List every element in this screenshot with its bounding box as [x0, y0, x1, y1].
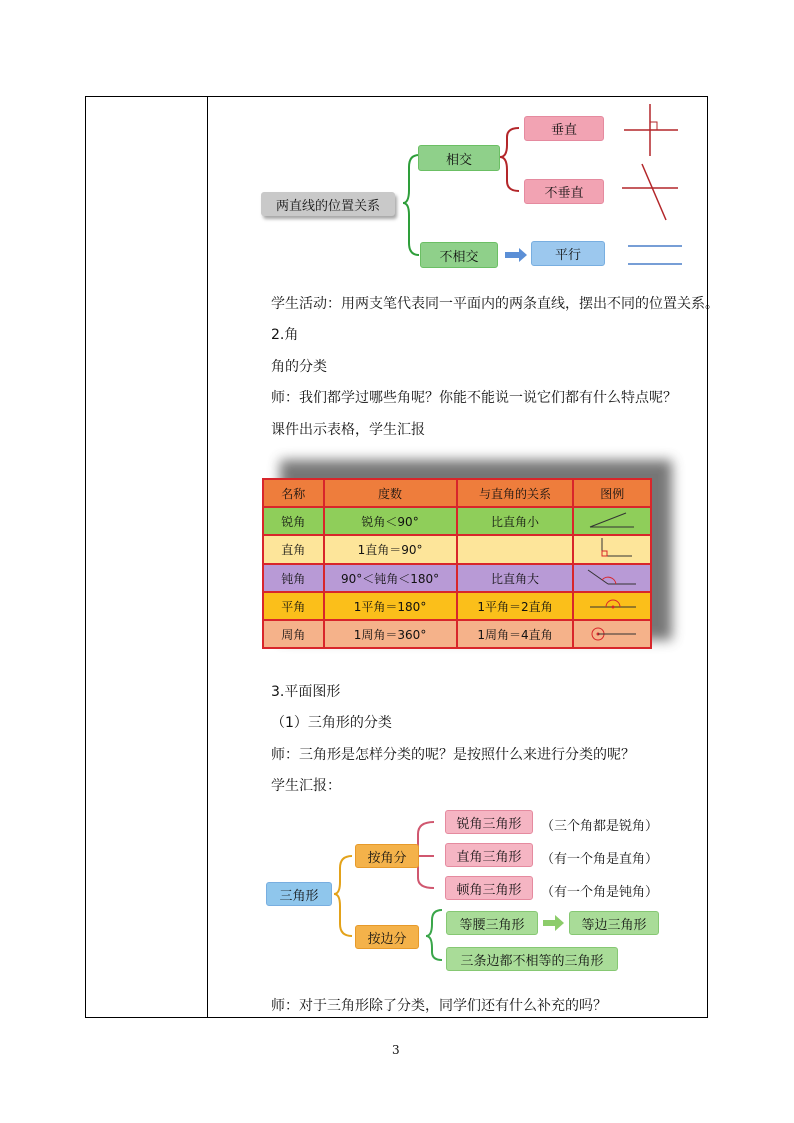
note-obtuse: （有一个角是钝角） [541, 885, 659, 900]
column-divider [207, 96, 208, 1018]
note-right: （有一个角是直角） [541, 852, 659, 867]
cell-degree: 1周角＝360° [324, 620, 457, 648]
cell-name: 直角 [263, 535, 324, 564]
header-relation: 与直角的关系 [457, 479, 574, 507]
cell-name: 钝角 [263, 564, 324, 592]
cell-degree: 1平角＝180° [324, 592, 457, 620]
teacher-question-2: 师：三角形是怎样分类的呢？是按照什么来进行分类的呢？ [271, 747, 635, 763]
teacher-question-1: 师：我们都学过哪些角呢？你能不能说一说它们都有什么特点呢？ [271, 390, 677, 406]
node-perpendicular: 垂直 [524, 116, 604, 141]
triangle-heading: （1）三角形的分类 [271, 715, 392, 731]
student-report-text: 学生汇报： [271, 778, 341, 794]
show-table-text: 课件出示表格，学生汇报 [271, 422, 425, 438]
activity-text: 学生活动：用两支笔代表同一平面内的两条直线，摆出不同的位置关系。 [271, 296, 719, 312]
note-acute: （三个角都是锐角） [541, 819, 659, 834]
angle-table-header [263, 479, 651, 507]
node-root-lines: 两直线的位置关系 [261, 192, 395, 216]
header-figure: 图例 [573, 479, 651, 507]
acute-angle-icon [573, 507, 651, 535]
table-row [263, 592, 651, 620]
table-row [263, 507, 651, 535]
node-acute-triangle: 锐角三角形 [445, 810, 533, 834]
table-row [263, 620, 651, 648]
teacher-question-3: 师：对于三角形除了分类，同学们还有什么补充的吗？ [271, 998, 607, 1014]
angle-heading: 2.角 [271, 327, 299, 343]
node-by-angle: 按角分 [355, 844, 419, 868]
cell-name: 锐角 [263, 507, 324, 535]
full-angle-icon [573, 620, 651, 648]
obtuse-angle-icon [573, 564, 651, 592]
node-by-side: 按边分 [355, 925, 419, 949]
angle-table [262, 478, 652, 649]
header-degree: 度数 [324, 479, 457, 507]
cell-degree: 1直角＝90° [324, 535, 457, 564]
plane-heading: 3.平面图形 [271, 684, 341, 700]
cell-relation [457, 535, 574, 564]
node-triangle: 三角形 [266, 882, 332, 906]
arrow-right-icon [543, 915, 565, 931]
cell-relation: 1平角＝2直角 [457, 592, 574, 620]
angle-class-text: 角的分类 [271, 359, 327, 375]
cell-relation: 比直角大 [457, 564, 574, 592]
node-right-triangle: 直角三角形 [445, 843, 533, 867]
table-row [263, 535, 651, 564]
page-number: 3 [392, 1043, 400, 1057]
line-illustrations [620, 100, 686, 270]
node-scalene: 三条边都不相等的三角形 [446, 947, 618, 971]
node-isosceles: 等腰三角形 [446, 911, 538, 935]
arrow-right-icon [505, 248, 529, 262]
cell-relation: 1周角＝4直角 [457, 620, 574, 648]
node-obtuse-triangle: 顿角三角形 [445, 876, 533, 900]
right-angle-icon [573, 535, 651, 564]
table-row [263, 564, 651, 592]
cell-degree: 锐角＜90° [324, 507, 457, 535]
node-not-perpendicular: 不垂直 [524, 179, 604, 204]
cell-degree: 90°＜钝角＜180° [324, 564, 457, 592]
cell-name: 平角 [263, 592, 324, 620]
node-equilateral: 等边三角形 [569, 911, 659, 935]
node-intersect: 相交 [418, 145, 500, 171]
cell-name: 周角 [263, 620, 324, 648]
node-not-intersect: 不相交 [420, 242, 498, 268]
cell-relation: 比直角小 [457, 507, 574, 535]
header-name: 名称 [263, 479, 324, 507]
straight-angle-icon [573, 592, 651, 620]
node-parallel: 平行 [531, 241, 605, 266]
